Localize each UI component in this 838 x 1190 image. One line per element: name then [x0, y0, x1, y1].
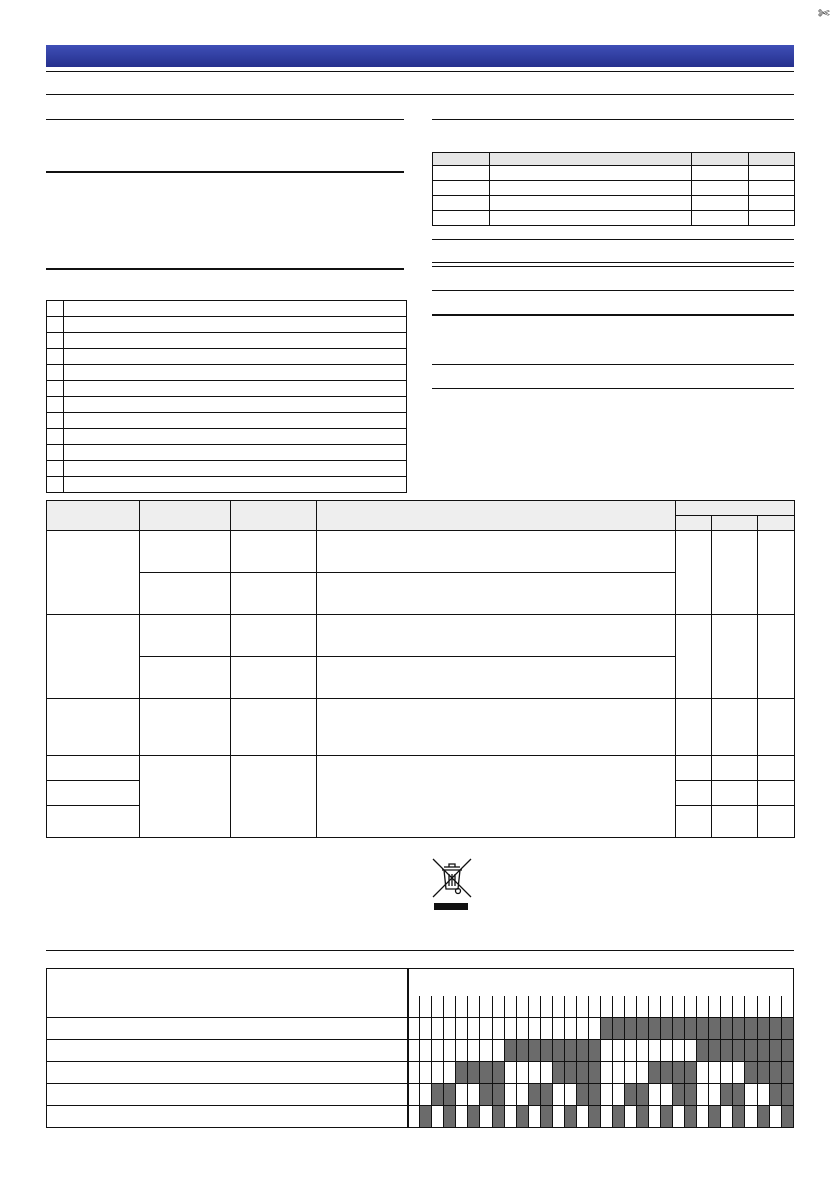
- switch-on-cell: [540, 1040, 552, 1062]
- switch-off-cell: [468, 1040, 480, 1062]
- switch-on-cell: [769, 1062, 781, 1084]
- switch-on-cell: [625, 1018, 637, 1040]
- switch-off-cell: [721, 1106, 733, 1128]
- table-row: [47, 349, 407, 365]
- setting-column-header: [637, 996, 649, 1018]
- switch-off-cell: [552, 1084, 564, 1106]
- setting-column-header: [733, 996, 745, 1018]
- switch-index-cell: [47, 1018, 408, 1040]
- switch-off-cell: [492, 1040, 504, 1062]
- dip-switch-row: [47, 1106, 794, 1128]
- switch-on-cell: [781, 1040, 793, 1062]
- switch-on-cell: [685, 1018, 697, 1040]
- section-rule: [46, 950, 794, 951]
- switch-off-cell: [408, 1018, 420, 1040]
- switch-off-cell: [552, 1106, 564, 1128]
- switch-on-cell: [781, 1018, 793, 1040]
- switch-off-cell: [408, 1040, 420, 1062]
- switch-off-cell: [709, 1062, 721, 1084]
- switch-on-cell: [456, 1062, 468, 1084]
- setting-column-header: [576, 996, 588, 1018]
- switch-on-cell: [757, 1106, 769, 1128]
- subheader-rule: [46, 94, 794, 95]
- switch-on-cell: [637, 1106, 649, 1128]
- switch-off-cell: [697, 1106, 709, 1128]
- switch-off-cell: [420, 1062, 432, 1084]
- switch-on-cell: [588, 1084, 600, 1106]
- setting-column-header: [745, 996, 757, 1018]
- switch-on-cell: [745, 1018, 757, 1040]
- switch-on-cell: [564, 1062, 576, 1084]
- section-rule: [432, 314, 794, 316]
- switch-off-cell: [516, 1062, 528, 1084]
- setting-column-header: [564, 996, 576, 1018]
- switch-on-cell: [480, 1062, 492, 1084]
- setting-column-header: [408, 996, 420, 1018]
- switch-on-cell: [649, 1018, 661, 1040]
- switch-on-cell: [576, 1084, 588, 1106]
- switch-off-cell: [576, 1106, 588, 1128]
- table-row: [47, 413, 407, 429]
- switch-off-cell: [492, 1018, 504, 1040]
- switch-off-cell: [516, 1018, 528, 1040]
- switch-on-cell: [420, 1106, 432, 1128]
- switch-on-cell: [661, 1062, 673, 1084]
- switch-on-cell: [612, 1018, 624, 1040]
- setting-column-header: [673, 996, 685, 1018]
- setting-column-header: [420, 996, 432, 1018]
- setting-column-header: [721, 996, 733, 1018]
- switch-on-cell: [649, 1062, 661, 1084]
- setting-column-header: [661, 996, 673, 1018]
- setting-column-header: [649, 996, 661, 1018]
- switch-index-cell: [47, 1040, 408, 1062]
- switch-on-cell: [661, 1018, 673, 1040]
- title-banner: [46, 45, 794, 67]
- setting-column-header: [444, 996, 456, 1018]
- table-row: [47, 531, 795, 573]
- switch-off-cell: [528, 1106, 540, 1128]
- switch-off-cell: [408, 1106, 420, 1128]
- crossed-out-wheelie-bin-icon: [430, 857, 474, 911]
- switch-off-cell: [685, 1040, 697, 1062]
- switch-on-cell: [685, 1106, 697, 1128]
- switch-on-cell: [769, 1040, 781, 1062]
- switch-index-cell: [47, 1106, 408, 1128]
- switch-on-cell: [697, 1040, 709, 1062]
- switch-on-cell: [781, 1084, 793, 1106]
- switch-off-cell: [528, 1062, 540, 1084]
- switch-on-cell: [492, 1084, 504, 1106]
- table-row: [47, 756, 795, 781]
- dip-switch-table: [46, 968, 794, 1128]
- table-row: [47, 429, 407, 445]
- switch-off-cell: [564, 1018, 576, 1040]
- switch-on-cell: [673, 1018, 685, 1040]
- switch-on-cell: [564, 1106, 576, 1128]
- switch-off-cell: [600, 1084, 612, 1106]
- switch-on-cell: [576, 1062, 588, 1084]
- switch-off-cell: [516, 1084, 528, 1106]
- table-row: [47, 365, 407, 381]
- switch-on-cell: [673, 1062, 685, 1084]
- switch-on-cell: [709, 1040, 721, 1062]
- switch-on-cell: [444, 1106, 456, 1128]
- section-rule: [432, 239, 794, 240]
- switch-on-cell: [444, 1084, 456, 1106]
- switch-off-cell: [612, 1062, 624, 1084]
- table-row: [433, 211, 795, 226]
- switch-index-header: [47, 969, 408, 1018]
- switch-on-cell: [528, 1084, 540, 1106]
- switch-on-cell: [721, 1040, 733, 1062]
- switch-off-cell: [697, 1084, 709, 1106]
- switch-off-cell: [697, 1062, 709, 1084]
- switch-off-cell: [612, 1084, 624, 1106]
- switch-off-cell: [444, 1040, 456, 1062]
- switch-on-cell: [733, 1018, 745, 1040]
- switch-on-cell: [468, 1106, 480, 1128]
- switch-off-cell: [625, 1106, 637, 1128]
- table-row: [47, 301, 407, 317]
- switch-off-cell: [612, 1040, 624, 1062]
- table-row: [47, 461, 407, 477]
- table-row: [47, 615, 795, 657]
- switch-on-cell: [709, 1106, 721, 1128]
- table-row: [47, 445, 407, 461]
- table-row: [47, 397, 407, 413]
- switch-off-cell: [456, 1018, 468, 1040]
- switch-off-cell: [444, 1062, 456, 1084]
- setting-column-header: [504, 996, 516, 1018]
- table-header-row: [433, 153, 795, 166]
- switch-on-cell: [588, 1106, 600, 1128]
- switch-off-cell: [661, 1084, 673, 1106]
- switch-off-cell: [637, 1040, 649, 1062]
- switch-on-cell: [588, 1062, 600, 1084]
- switch-off-cell: [480, 1040, 492, 1062]
- switch-off-cell: [528, 1018, 540, 1040]
- switch-off-cell: [588, 1018, 600, 1040]
- switch-off-cell: [420, 1084, 432, 1106]
- switch-on-cell: [612, 1106, 624, 1128]
- dip-switch-row: [47, 1018, 794, 1040]
- setting-column-header: [612, 996, 624, 1018]
- spec-table: [432, 152, 795, 226]
- switch-off-cell: [625, 1040, 637, 1062]
- table-row: [47, 381, 407, 397]
- switch-index-cell: [47, 1062, 408, 1084]
- setting-column-header: [625, 996, 637, 1018]
- section-rule: [46, 171, 404, 173]
- switch-on-cell: [685, 1062, 697, 1084]
- terminal-list-table: [46, 300, 407, 493]
- switch-off-cell: [468, 1018, 480, 1040]
- switch-off-cell: [444, 1018, 456, 1040]
- table-header-row: [47, 969, 794, 996]
- setting-column-header: [492, 996, 504, 1018]
- section-rule: [46, 119, 404, 120]
- section-rule: [46, 268, 404, 270]
- setting-column-header: [552, 996, 564, 1018]
- switch-on-cell: [528, 1040, 540, 1062]
- switch-on-cell: [540, 1084, 552, 1106]
- switch-on-cell: [661, 1106, 673, 1128]
- switch-off-cell: [456, 1084, 468, 1106]
- setting-column-header: [432, 996, 444, 1018]
- switch-on-cell: [721, 1018, 733, 1040]
- switch-off-cell: [480, 1106, 492, 1128]
- switch-off-cell: [745, 1106, 757, 1128]
- dip-switch-row: [47, 1084, 794, 1106]
- switch-off-cell: [540, 1062, 552, 1084]
- switch-on-cell: [769, 1084, 781, 1106]
- switch-off-cell: [637, 1062, 649, 1084]
- switch-on-cell: [637, 1018, 649, 1040]
- table-row: [433, 196, 795, 211]
- switch-off-cell: [600, 1062, 612, 1084]
- table-row: [47, 333, 407, 349]
- setting-column-header: [769, 996, 781, 1018]
- switch-off-cell: [420, 1018, 432, 1040]
- switch-on-cell: [709, 1018, 721, 1040]
- table-row: [433, 181, 795, 196]
- switch-on-cell: [637, 1084, 649, 1106]
- switch-on-cell: [576, 1040, 588, 1062]
- switch-on-cell: [492, 1106, 504, 1128]
- switch-off-cell: [721, 1062, 733, 1084]
- switch-off-cell: [576, 1018, 588, 1040]
- switch-off-cell: [661, 1040, 673, 1062]
- switch-on-cell: [540, 1106, 552, 1128]
- switch-off-cell: [673, 1106, 685, 1128]
- setting-column-header: [456, 996, 468, 1018]
- switch-off-cell: [468, 1084, 480, 1106]
- switch-off-cell: [408, 1084, 420, 1106]
- table-header-row: [47, 501, 795, 516]
- function-table: [46, 500, 795, 838]
- section-rule: [432, 290, 794, 291]
- switch-off-cell: [757, 1084, 769, 1106]
- section-rule: [432, 119, 794, 120]
- switch-on-cell: [600, 1018, 612, 1040]
- switch-off-cell: [625, 1062, 637, 1084]
- switch-on-cell: [492, 1062, 504, 1084]
- section-rule: [432, 364, 794, 365]
- switch-on-cell: [721, 1084, 733, 1106]
- setting-column-header: [540, 996, 552, 1018]
- header-rule: [46, 71, 794, 72]
- switch-off-cell: [504, 1062, 516, 1084]
- switch-off-cell: [432, 1040, 444, 1062]
- switch-off-cell: [564, 1084, 576, 1106]
- switch-off-cell: [408, 1062, 420, 1084]
- switch-off-cell: [432, 1106, 444, 1128]
- switch-on-cell: [552, 1040, 564, 1062]
- section-rule: [432, 388, 794, 389]
- switch-on-cell: [769, 1018, 781, 1040]
- setting-number-header: [408, 969, 794, 996]
- switch-on-cell: [757, 1018, 769, 1040]
- switch-on-cell: [781, 1062, 793, 1084]
- setting-column-header: [480, 996, 492, 1018]
- switch-on-cell: [745, 1040, 757, 1062]
- switch-off-cell: [456, 1106, 468, 1128]
- switch-on-cell: [733, 1040, 745, 1062]
- dip-switch-row: [47, 1040, 794, 1062]
- switch-off-cell: [649, 1040, 661, 1062]
- switch-on-cell: [432, 1084, 444, 1106]
- switch-off-cell: [504, 1084, 516, 1106]
- switch-off-cell: [456, 1040, 468, 1062]
- setting-column-header: [781, 996, 793, 1018]
- switch-on-cell: [673, 1084, 685, 1106]
- switch-off-cell: [600, 1106, 612, 1128]
- section-rule: [432, 266, 794, 267]
- dip-switch-row: [47, 1062, 794, 1084]
- switch-on-cell: [757, 1062, 769, 1084]
- setting-column-header: [516, 996, 528, 1018]
- switch-on-cell: [733, 1106, 745, 1128]
- table-row: [433, 166, 795, 181]
- section-rule: [432, 262, 794, 263]
- switch-on-cell: [552, 1062, 564, 1084]
- setting-column-header: [709, 996, 721, 1018]
- setting-column-header: [697, 996, 709, 1018]
- switch-on-cell: [697, 1018, 709, 1040]
- switch-off-cell: [540, 1018, 552, 1040]
- switch-off-cell: [552, 1018, 564, 1040]
- switch-off-cell: [600, 1040, 612, 1062]
- switch-off-cell: [504, 1018, 516, 1040]
- setting-column-header: [685, 996, 697, 1018]
- switch-off-cell: [480, 1018, 492, 1040]
- switch-on-cell: [685, 1084, 697, 1106]
- switch-on-cell: [516, 1040, 528, 1062]
- switch-on-cell: [564, 1040, 576, 1062]
- table-row: [47, 477, 407, 493]
- switch-off-cell: [745, 1084, 757, 1106]
- switch-off-cell: [673, 1040, 685, 1062]
- switch-on-cell: [480, 1084, 492, 1106]
- switch-off-cell: [432, 1062, 444, 1084]
- switch-on-cell: [516, 1106, 528, 1128]
- setting-column-header: [528, 996, 540, 1018]
- switch-on-cell: [733, 1084, 745, 1106]
- switch-off-cell: [649, 1084, 661, 1106]
- table-row: [47, 317, 407, 333]
- switch-on-cell: [468, 1062, 480, 1084]
- switch-off-cell: [733, 1062, 745, 1084]
- switch-on-cell: [504, 1040, 516, 1062]
- switch-off-cell: [420, 1040, 432, 1062]
- switch-off-cell: [432, 1018, 444, 1040]
- switch-index-cell: [47, 1084, 408, 1106]
- switch-on-cell: [625, 1084, 637, 1106]
- setting-column-header: [757, 996, 769, 1018]
- setting-column-header: [600, 996, 612, 1018]
- setting-column-header: [468, 996, 480, 1018]
- switch-on-cell: [745, 1062, 757, 1084]
- switch-off-cell: [769, 1106, 781, 1128]
- switch-on-cell: [757, 1040, 769, 1062]
- switch-off-cell: [649, 1106, 661, 1128]
- switch-off-cell: [709, 1084, 721, 1106]
- setting-column-header: [588, 996, 600, 1018]
- table-row: [47, 699, 795, 756]
- switch-on-cell: [781, 1106, 793, 1128]
- switch-on-cell: [588, 1040, 600, 1062]
- scissors-icon: ✄: [818, 5, 830, 21]
- switch-off-cell: [504, 1106, 516, 1128]
